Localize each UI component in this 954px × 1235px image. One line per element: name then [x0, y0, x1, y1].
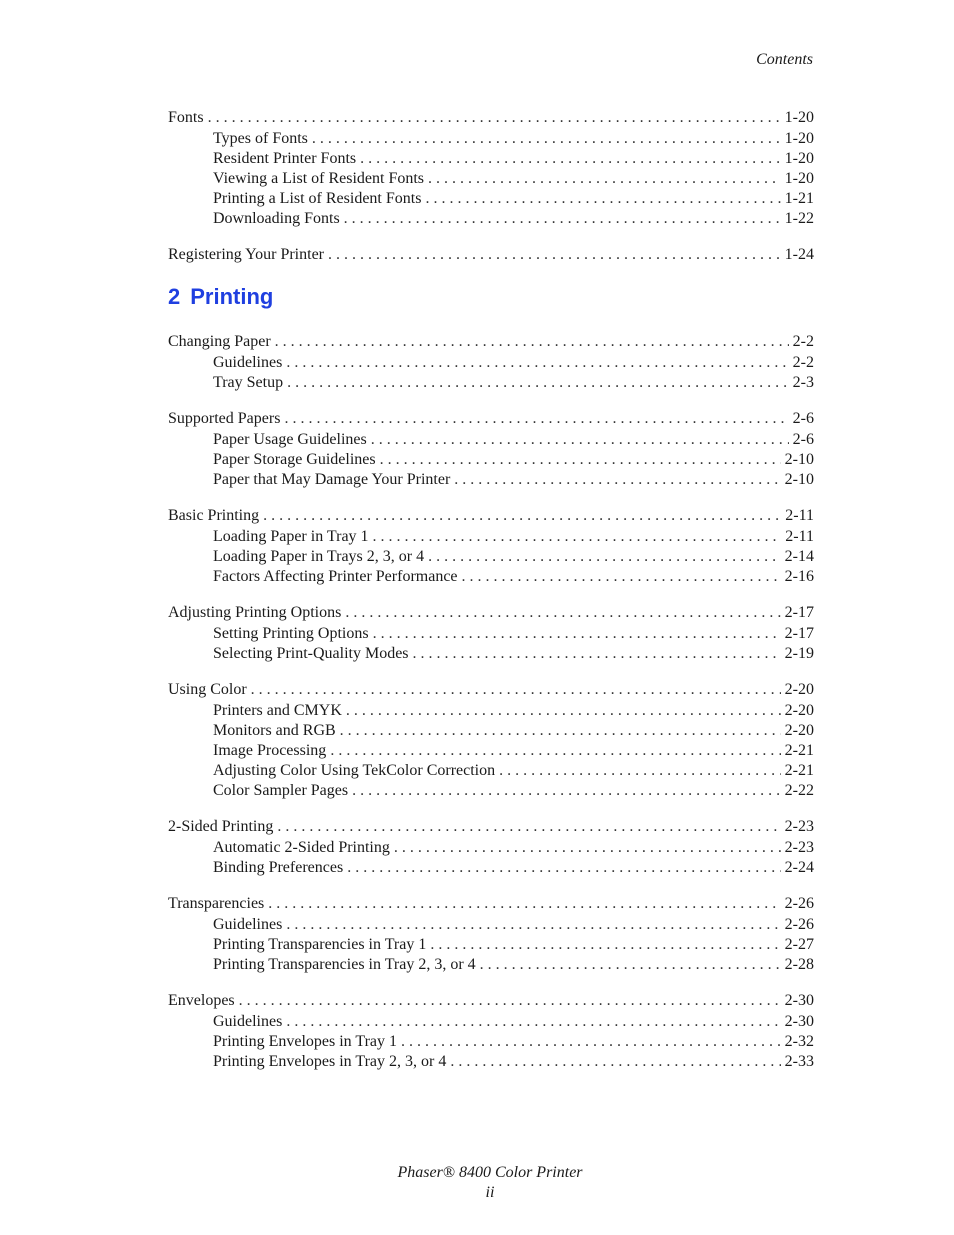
toc-entry[interactable]: [168, 989, 814, 1012]
toc-group: [168, 601, 814, 664]
toc-entry-page: 2-6: [792, 431, 814, 448]
toc-entry-page: 2-21: [784, 742, 814, 759]
toc-subentry[interactable]: [168, 527, 814, 547]
toc-entry-page: 2-2: [792, 354, 814, 371]
toc-group: [168, 989, 814, 1072]
toc-entry-title: Printing a List of Resident Fonts: [213, 190, 422, 207]
dot-leader: [454, 470, 780, 490]
toc-entry-title: Tray Setup: [213, 374, 284, 391]
toc-subentry[interactable]: [168, 1032, 814, 1052]
toc-entry-page: 2-32: [784, 1033, 814, 1050]
dot-leader: [428, 547, 781, 567]
toc-entry-page: 2-33: [784, 1053, 814, 1070]
toc-group: [168, 678, 814, 801]
dot-leader: [277, 815, 780, 838]
dot-leader: [344, 209, 781, 229]
toc-subentry[interactable]: [168, 858, 814, 878]
toc-entry-title: Factors Affecting Printer Performance: [213, 568, 458, 585]
toc-entry-title: Printing Transparencies in Tray 2, 3, or 4: [213, 956, 476, 973]
dot-leader: [394, 838, 781, 858]
toc-entry-title: Guidelines: [213, 916, 283, 933]
toc-entry[interactable]: [168, 330, 814, 353]
toc-entry[interactable]: [168, 504, 814, 527]
toc-entry-page: 2-21: [784, 762, 814, 779]
dot-leader: [347, 858, 780, 878]
dot-leader: [208, 106, 781, 129]
toc-entry-title: Basic Printing: [168, 507, 260, 524]
toc-entry-title: Types of Fonts: [213, 130, 308, 147]
footer-product-name: Phaser® 8400 Color Printer: [397, 1164, 583, 1181]
dot-leader: [428, 169, 781, 189]
toc-entry-page: 2-11: [785, 528, 814, 545]
toc-entry[interactable]: [168, 106, 814, 129]
dot-leader: [251, 678, 781, 701]
toc-entry-page: 1-21: [784, 190, 814, 207]
toc-group: [168, 892, 814, 975]
toc-entry-title: Fonts: [168, 109, 204, 126]
toc-entry-page: 2-17: [784, 625, 814, 642]
toc-subentry[interactable]: [168, 624, 814, 644]
dot-leader: [239, 989, 781, 1012]
table-of-contents: [168, 106, 814, 1086]
toc-subentry[interactable]: [168, 915, 814, 935]
toc-entry-page: 2-24: [784, 859, 814, 876]
toc-group: [168, 330, 814, 393]
toc-group: [168, 407, 814, 490]
toc-entry-title: Envelopes: [168, 992, 235, 1009]
toc-subentry[interactable]: [168, 955, 814, 975]
toc-entry-page: 2-3: [792, 374, 814, 391]
toc-entry[interactable]: [168, 892, 814, 915]
toc-entry[interactable]: [168, 601, 814, 624]
toc-entry-page: 2-27: [784, 936, 814, 953]
dot-leader: [462, 567, 781, 587]
toc-entry-page: 2-23: [784, 818, 814, 835]
dot-leader: [346, 701, 781, 721]
toc-entry-title: Adjusting Color Using TekColor Correction: [213, 762, 496, 779]
toc-subentry[interactable]: [168, 741, 814, 761]
toc-subentry[interactable]: [168, 450, 814, 470]
dot-leader: [430, 935, 780, 955]
toc-subentry[interactable]: [168, 470, 814, 490]
toc-entry-page: 2-20: [784, 722, 814, 739]
dot-leader: [450, 1052, 780, 1072]
footer-page-number: ii: [485, 1184, 495, 1201]
toc-subentry[interactable]: [168, 1012, 814, 1032]
toc-entry-title: 2-Sided Printing: [168, 818, 274, 835]
toc-entry[interactable]: [168, 243, 814, 266]
dot-leader: [286, 915, 780, 935]
dot-leader: [360, 149, 781, 169]
toc-entry-page: 2-14: [784, 548, 814, 565]
toc-subentry[interactable]: [168, 721, 814, 741]
toc-entry-title: Loading Paper in Tray 1: [213, 528, 369, 545]
toc-subentry[interactable]: [168, 129, 814, 149]
toc-entry-title: Resident Printer Fonts: [213, 150, 357, 167]
toc-entry-page: 2-2: [792, 333, 814, 350]
toc-section-printing: [168, 330, 814, 1072]
dot-leader: [340, 721, 781, 741]
toc-subentry[interactable]: [168, 1052, 814, 1072]
toc-entry-page: 2-16: [784, 568, 814, 585]
toc-entry-title: Transparencies: [168, 895, 265, 912]
toc-entry-title: Registering Your Printer: [168, 246, 324, 263]
dot-leader: [373, 527, 782, 547]
toc-entry-page: 2-22: [784, 782, 814, 799]
toc-entry-title: Printing Transparencies in Tray 1: [213, 936, 427, 953]
toc-subentry[interactable]: [168, 430, 814, 450]
toc-entry-page: 2-10: [784, 451, 814, 468]
toc-group: [168, 504, 814, 587]
dot-leader: [425, 189, 780, 209]
toc-subentry[interactable]: [168, 353, 814, 373]
dot-leader: [330, 741, 780, 761]
toc-subentry[interactable]: [168, 761, 814, 781]
toc-entry-page: 2-28: [784, 956, 814, 973]
toc-entry-title: Adjusting Printing Options: [168, 604, 342, 621]
chapter-heading[interactable]: [168, 280, 814, 314]
toc-subentry[interactable]: [168, 567, 814, 587]
dot-leader: [284, 407, 788, 430]
toc-entry-title: Paper Storage Guidelines: [213, 451, 376, 468]
dot-leader: [380, 450, 781, 470]
toc-entry-page: 1-24: [784, 246, 814, 263]
toc-entry-title: Paper Usage Guidelines: [213, 431, 367, 448]
toc-section-fonts: [168, 106, 814, 266]
toc-entry-title: Printers and CMYK: [213, 702, 342, 719]
toc-entry-page: 1-20: [784, 150, 814, 167]
toc-entry-page: 2-30: [784, 1013, 814, 1030]
dot-leader: [413, 644, 781, 664]
toc-entry[interactable]: [168, 815, 814, 838]
toc-subentry[interactable]: [168, 169, 814, 189]
dot-leader: [312, 129, 781, 149]
toc-entry-title: Supported Papers: [168, 410, 281, 427]
toc-entry-page: 1-20: [784, 170, 814, 187]
toc-entry-title: Viewing a List of Resident Fonts: [213, 170, 425, 187]
dot-leader: [352, 781, 781, 801]
toc-entry-title: Printing Envelopes in Tray 1: [213, 1033, 398, 1050]
dot-leader: [480, 955, 781, 975]
dot-leader: [401, 1032, 781, 1052]
toc-entry-title: Loading Paper in Trays 2, 3, or 4: [213, 548, 425, 565]
toc-subentry[interactable]: [168, 838, 814, 858]
toc-subentry[interactable]: [168, 209, 814, 229]
dot-leader: [263, 504, 781, 527]
dot-leader: [371, 430, 789, 450]
chapter-title: Printing: [190, 284, 274, 309]
toc-entry-title: Automatic 2-Sided Printing: [213, 839, 390, 856]
toc-subentry[interactable]: [168, 935, 814, 955]
toc-entry-page: 2-30: [784, 992, 814, 1009]
toc-entry-title: Using Color: [168, 681, 247, 698]
toc-subentry[interactable]: [168, 189, 814, 209]
toc-group: [168, 815, 814, 878]
toc-entry-page: 2-10: [784, 471, 814, 488]
running-header: Contents: [756, 51, 813, 68]
dot-leader: [286, 1012, 780, 1032]
toc-subentry[interactable]: [168, 149, 814, 169]
toc-entry-page: 1-22: [784, 210, 814, 227]
toc-entry[interactable]: [168, 678, 814, 701]
toc-entry-page: 2-23: [784, 839, 814, 856]
toc-entry-page: 1-20: [784, 109, 814, 126]
toc-group: [168, 243, 814, 266]
toc-entry-page: 2-6: [792, 410, 814, 427]
dot-leader: [345, 601, 780, 624]
toc-entry-page: 2-26: [784, 895, 814, 912]
chapter-number: 2: [168, 284, 181, 309]
toc-entry-title: Guidelines: [213, 354, 283, 371]
toc-subentry[interactable]: [168, 701, 814, 721]
dot-leader: [275, 330, 789, 353]
toc-entry-title: Printing Envelopes in Tray 2, 3, or 4: [213, 1053, 447, 1070]
toc-group: [168, 106, 814, 229]
toc-entry-title: Binding Preferences: [213, 859, 344, 876]
toc-entry-title: Paper that May Damage Your Printer: [213, 471, 451, 488]
page-footer: [0, 1163, 954, 1203]
toc-entry-page: 1-20: [784, 130, 814, 147]
toc-entry-title: Image Processing: [213, 742, 327, 759]
toc-entry-page: 2-20: [784, 681, 814, 698]
toc-entry-page: 2-11: [785, 507, 814, 524]
toc-subentry[interactable]: [168, 373, 814, 393]
dot-leader: [328, 243, 781, 266]
dot-leader: [499, 761, 781, 781]
toc-entry-page: 2-17: [784, 604, 814, 621]
toc-entry-title: Changing Paper: [168, 333, 271, 350]
toc-entry-title: Monitors and RGB: [213, 722, 336, 739]
toc-entry-page: 2-19: [784, 645, 814, 662]
dot-leader: [287, 373, 789, 393]
toc-entry-title: Selecting Print-Quality Modes: [213, 645, 409, 662]
toc-entry-title: Downloading Fonts: [213, 210, 340, 227]
toc-entry[interactable]: [168, 407, 814, 430]
toc-entry-page: 2-26: [784, 916, 814, 933]
toc-entry-title: Guidelines: [213, 1013, 283, 1030]
toc-subentry[interactable]: [168, 644, 814, 664]
dot-leader: [286, 353, 788, 373]
toc-entry-page: 2-20: [784, 702, 814, 719]
dot-leader: [268, 892, 780, 915]
toc-subentry[interactable]: [168, 781, 814, 801]
toc-subentry[interactable]: [168, 547, 814, 567]
dot-leader: [373, 624, 781, 644]
toc-entry-title: Setting Printing Options: [213, 625, 369, 642]
toc-entry-title: Color Sampler Pages: [213, 782, 349, 799]
